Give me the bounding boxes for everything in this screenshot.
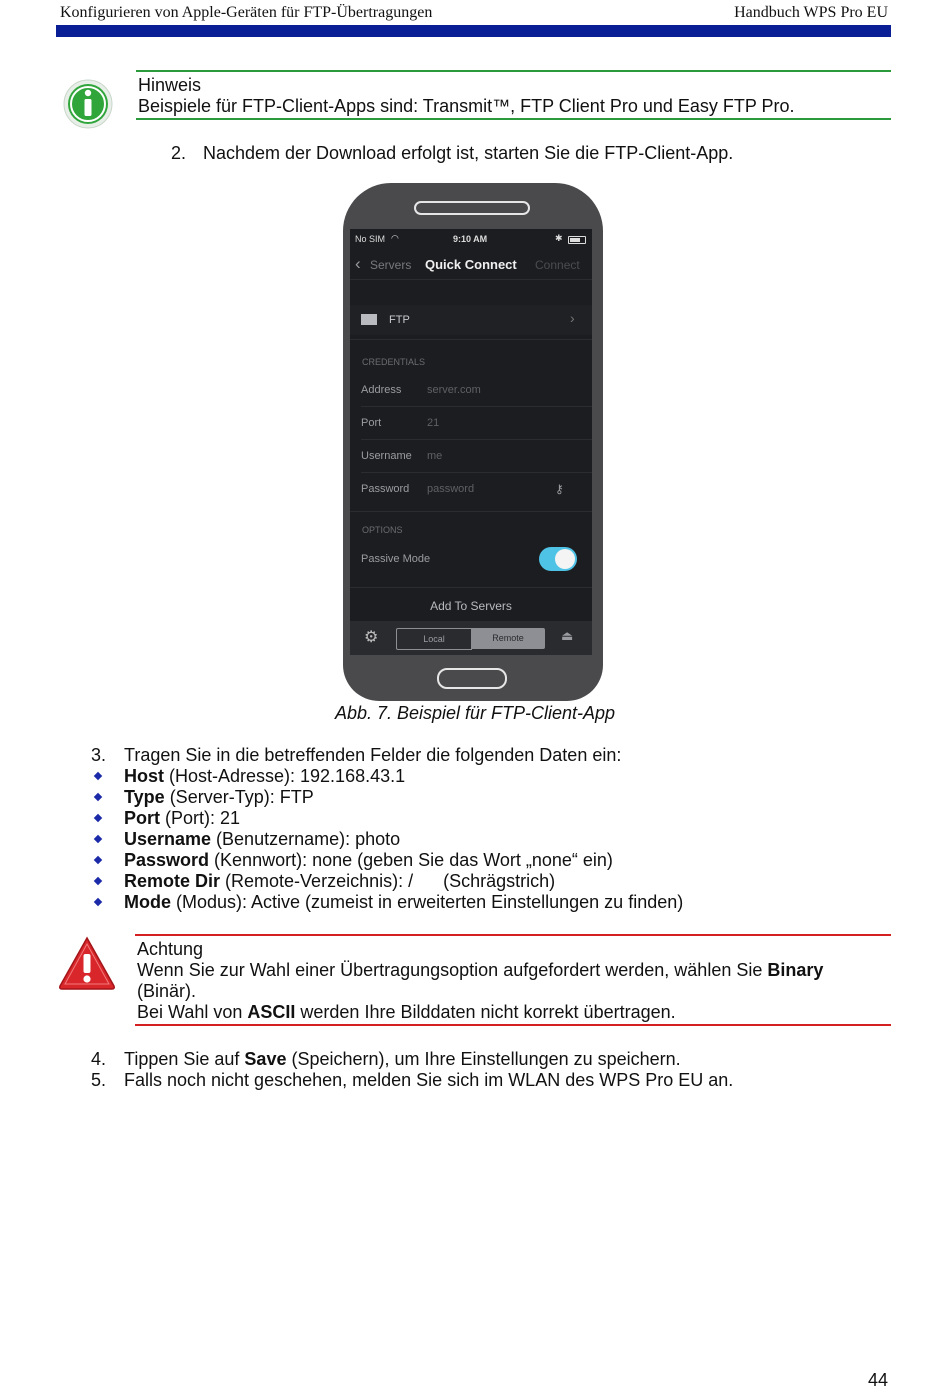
phone-screen xyxy=(350,229,592,655)
add-to-servers-label: Add To Servers xyxy=(430,599,512,613)
step-5-text: Falls noch nicht geschehen, melden Sie sich im WLAN des WPS Pro EU an. xyxy=(124,1070,734,1090)
bullet-diamond xyxy=(94,835,102,843)
hint-top-line xyxy=(136,70,891,72)
bullet-diamond xyxy=(94,814,102,822)
warning-title: Achtung xyxy=(137,939,204,959)
toggle-knob xyxy=(555,549,575,569)
port-input[interactable]: 21 xyxy=(427,417,440,429)
warning-line-3 xyxy=(137,1002,676,1023)
bullet-term: Password xyxy=(124,850,210,870)
bullet-term: Mode xyxy=(124,892,171,912)
header-bar xyxy=(56,25,891,37)
key-icon[interactable]: ⚷ xyxy=(555,482,564,496)
options-header: OPTIONS xyxy=(362,525,403,535)
step-4-post: (Speichern), um Ihre Einstellungen zu speichern. xyxy=(286,1049,681,1069)
tab-local[interactable] xyxy=(396,628,472,650)
protocol-row[interactable] xyxy=(350,305,592,335)
warning-binary: Binary xyxy=(767,960,824,980)
tab-local-label: Local xyxy=(423,634,445,644)
back-chevron-icon[interactable]: ‹ xyxy=(355,254,361,273)
bluetooth-icon: ✱ xyxy=(555,233,563,243)
warning-top-line xyxy=(135,934,891,936)
back-button[interactable]: Servers xyxy=(370,258,412,272)
warning-line-3-pre: Bei Wahl von xyxy=(137,1002,248,1022)
passive-mode-toggle[interactable] xyxy=(539,547,577,571)
step-4-pre: Tippen Sie auf xyxy=(124,1049,245,1069)
step-4-text xyxy=(124,1049,681,1070)
tab-remote-label: Remote xyxy=(492,633,524,643)
running-header-manual: Handbuch WPS Pro EU xyxy=(734,4,888,21)
status-carrier: No SIM xyxy=(355,234,386,244)
warning-line-2: (Binär). xyxy=(137,981,197,1001)
bullet-desc: (Benutzername): photo xyxy=(211,829,401,849)
step-4-save: Save xyxy=(244,1049,287,1069)
hint-bottom-line xyxy=(136,118,891,120)
step-2-text: Nachdem der Download erfolgt ist, starten Sie die FTP-Client-App. xyxy=(203,143,734,163)
warning-line-1 xyxy=(137,960,823,981)
bullet-term: Remote Dir xyxy=(124,871,221,891)
connect-button[interactable]: Connect xyxy=(535,258,580,272)
bullet-desc: (Host-Adresse): 192.168.43.1 xyxy=(164,766,406,786)
screen-title: Quick Connect xyxy=(425,257,517,272)
server-icon xyxy=(361,314,377,325)
step-5-number: 5. xyxy=(91,1070,107,1090)
tab-remote[interactable] xyxy=(471,628,545,649)
figure-caption: Abb. 7. Beispiel für FTP-Client-App xyxy=(334,703,616,723)
gear-icon[interactable]: ⚙ xyxy=(364,629,379,646)
username-input[interactable]: me xyxy=(427,450,443,462)
running-header-title: Konfigurieren von Apple-Geräten für FTP-Übertragungen xyxy=(60,4,433,21)
bullet-diamond xyxy=(94,772,102,780)
bullet-diamond xyxy=(94,877,102,885)
field-label: Port xyxy=(361,417,382,429)
bullet-term: Host xyxy=(124,766,164,786)
field-label: Username xyxy=(361,450,412,462)
bullet-desc: (Remote-Verzeichnis): / (Schrägstrich) xyxy=(220,871,556,891)
phone-speaker xyxy=(414,201,530,215)
step-2-number: 2. xyxy=(171,143,187,163)
step-3-text: Tragen Sie in die betreffenden Felder die folgenden Daten ein: xyxy=(124,745,622,765)
step-4-number: 4. xyxy=(91,1049,107,1069)
address-input[interactable]: server.com xyxy=(427,384,481,396)
hint-text: Beispiele für FTP-Client-Apps sind: Transmit™, FTP Client Pro und Easy FTP Pro. xyxy=(138,96,795,116)
passive-mode-row xyxy=(350,547,592,575)
passive-mode-label: Passive Mode xyxy=(361,553,431,565)
bullet-diamond xyxy=(94,856,102,864)
credentials-header: CREDENTIALS xyxy=(362,357,426,367)
password-input[interactable]: password xyxy=(427,483,475,495)
info-icon xyxy=(62,78,114,130)
field-label: Address xyxy=(361,384,402,396)
phone-home-button xyxy=(437,668,507,689)
warning-ascii: ASCII xyxy=(247,1002,296,1022)
warning-icon xyxy=(57,935,117,991)
warning-line-3-post: werden Ihre Bilddaten nicht korrekt übertragen. xyxy=(295,1002,676,1022)
bullet-term: Username xyxy=(124,829,212,849)
wifi-icon: ◠ xyxy=(391,233,399,243)
field-label: Password xyxy=(361,483,410,495)
warning-line-1-text: Wenn Sie zur Wahl einer Übertragungsoption aufgefordert werden, wählen Sie xyxy=(137,960,768,980)
chevron-right-icon: › xyxy=(570,310,575,326)
hint-title: Hinweis xyxy=(138,75,202,95)
bullet-desc: (Modus): Active (zumeist in erweiterten Einstellungen zu finden) xyxy=(171,892,684,912)
bullet-diamond xyxy=(94,898,102,906)
bullet-term: Port xyxy=(124,808,160,828)
battery-icon xyxy=(568,236,586,244)
protocol-value: FTP xyxy=(389,314,410,326)
add-to-servers-button[interactable] xyxy=(350,599,592,613)
bullet-desc: (Port): 21 xyxy=(160,808,241,828)
status-time: 9:10 AM xyxy=(453,234,488,244)
bullet-desc: (Kennwort): none (geben Sie das Wort „none“ ein) xyxy=(209,850,613,870)
bullet-desc: (Server-Typ): FTP xyxy=(164,787,314,807)
step-3-number: 3. xyxy=(91,745,107,765)
page-number: 44 xyxy=(867,1370,888,1390)
bullet-term: Type xyxy=(124,787,165,807)
eject-icon[interactable]: ⏏ xyxy=(561,628,574,643)
warning-bottom-line xyxy=(135,1024,891,1026)
bullet-diamond xyxy=(94,793,102,801)
